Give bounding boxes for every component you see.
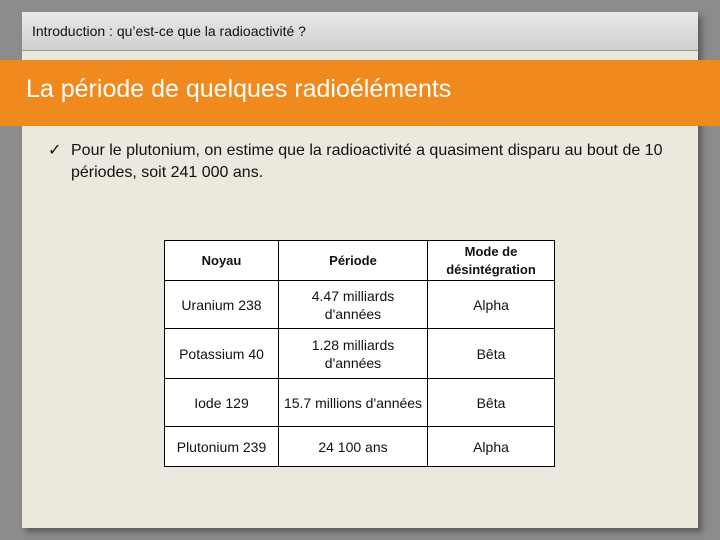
page-title: La période de quelques radioéléments: [26, 75, 452, 103]
cell-noyau: Potassium 40: [165, 329, 279, 379]
cell-noyau: Iode 129: [165, 379, 279, 427]
table-header-row: [165, 241, 555, 281]
title-banner: [0, 60, 720, 126]
table-row: [165, 379, 555, 427]
breadcrumb: Introduction : qu’est-ce que la radioactivité ?: [32, 23, 306, 39]
half-life-table: [164, 240, 555, 467]
header-mode: Mode de désintégration: [428, 241, 555, 281]
cell-noyau: Uranium 238: [165, 281, 279, 329]
header-periode: Période: [279, 241, 428, 281]
cell-mode: Alpha: [428, 281, 555, 329]
table-row: [165, 427, 555, 467]
header-noyau: Noyau: [165, 241, 279, 281]
cell-periode: 4.47 milliards d'années: [279, 281, 428, 329]
top-bar: [22, 12, 698, 51]
cell-periode: 15.7 millions d'années: [279, 379, 428, 427]
cell-noyau: Plutonium 239: [165, 427, 279, 467]
slide: [22, 12, 698, 528]
bullet-text: Pour le plutonium, on estime que la radioactivité a quasiment disparu au bout de 10 périodes, soit 241 000 ans.: [71, 142, 663, 181]
cell-mode: Bêta: [428, 329, 555, 379]
cell-periode: 24 100 ans: [279, 427, 428, 467]
cell-mode: Bêta: [428, 379, 555, 427]
check-icon: ✓: [48, 142, 62, 159]
table-row: [165, 281, 555, 329]
cell-mode: Alpha: [428, 427, 555, 467]
cell-periode: 1.28 milliards d'années: [279, 329, 428, 379]
table-row: [165, 329, 555, 379]
